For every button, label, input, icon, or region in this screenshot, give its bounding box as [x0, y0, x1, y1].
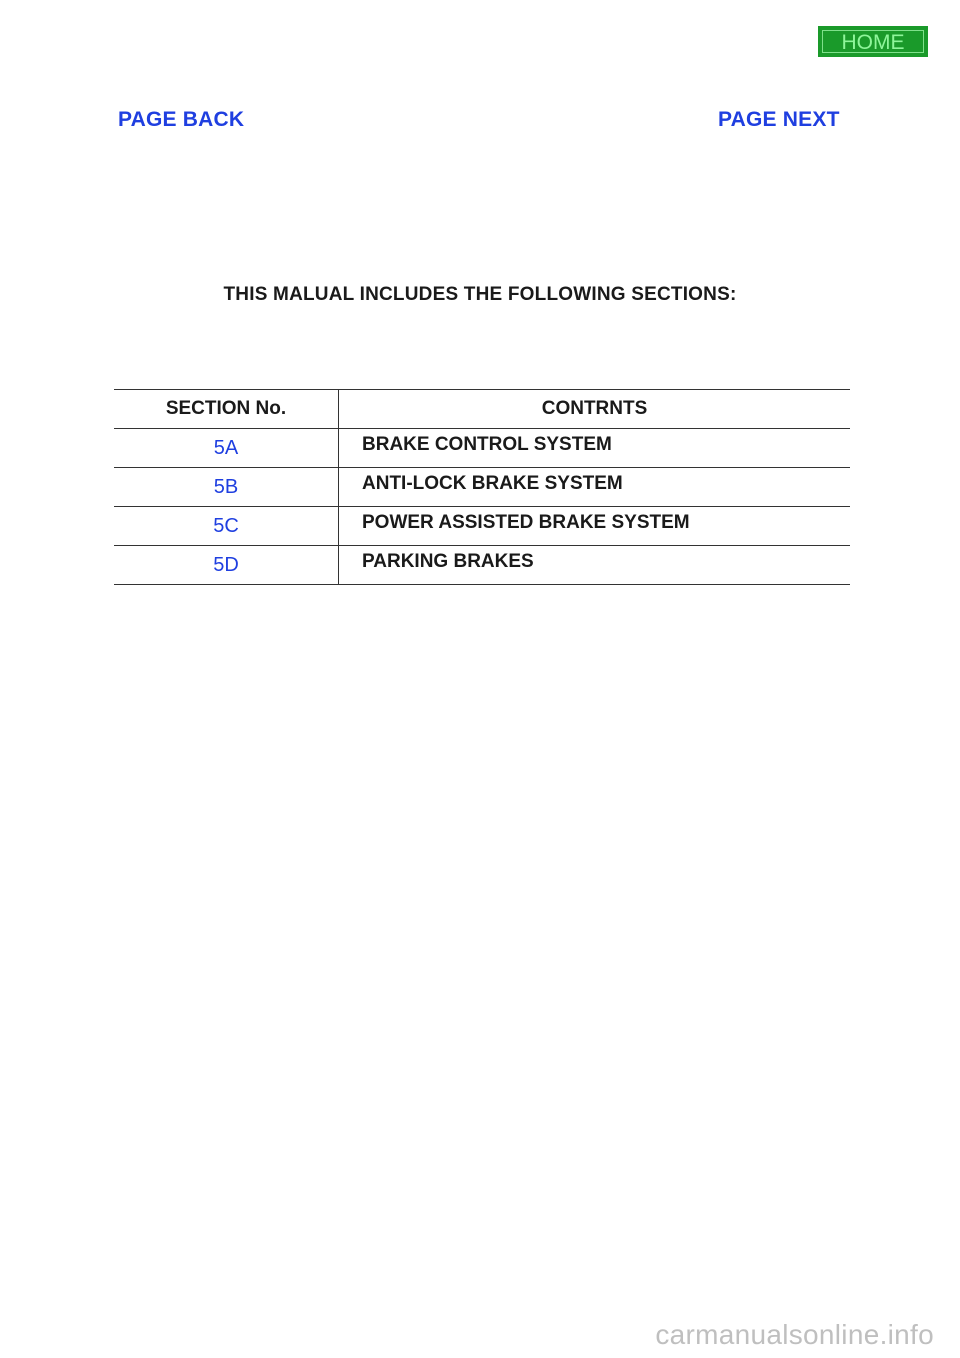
section-title: PARKING BRAKES [339, 546, 851, 585]
column-header-section-no: SECTION No. [114, 390, 339, 429]
section-link-5a[interactable]: 5A [114, 429, 339, 468]
table-row [114, 429, 850, 468]
home-button[interactable] [818, 26, 928, 57]
page-back-link[interactable]: PAGE BACK [118, 108, 245, 131]
table-row [114, 468, 850, 507]
page-title: THIS MALUAL INCLUDES THE FOLLOWING SECTIONS: [223, 284, 737, 305]
section-title: POWER ASSISTED BRAKE SYSTEM [339, 507, 851, 546]
table-row [114, 507, 850, 546]
column-header-contents: CONTRNTS [339, 390, 851, 429]
section-title: ANTI-LOCK BRAKE SYSTEM [339, 468, 851, 507]
table-header-row [114, 390, 850, 429]
page-next-link[interactable]: PAGE NEXT [718, 108, 840, 131]
watermark: carmanualsonline.info [655, 1319, 934, 1350]
section-link-5b[interactable]: 5B [114, 468, 339, 507]
section-title: BRAKE CONTROL SYSTEM [339, 429, 851, 468]
section-link-5c[interactable]: 5C [114, 507, 339, 546]
section-link-5d[interactable]: 5D [114, 546, 339, 585]
table-row [114, 546, 850, 585]
sections-table [114, 389, 850, 585]
home-button-label: HOME [822, 30, 924, 53]
